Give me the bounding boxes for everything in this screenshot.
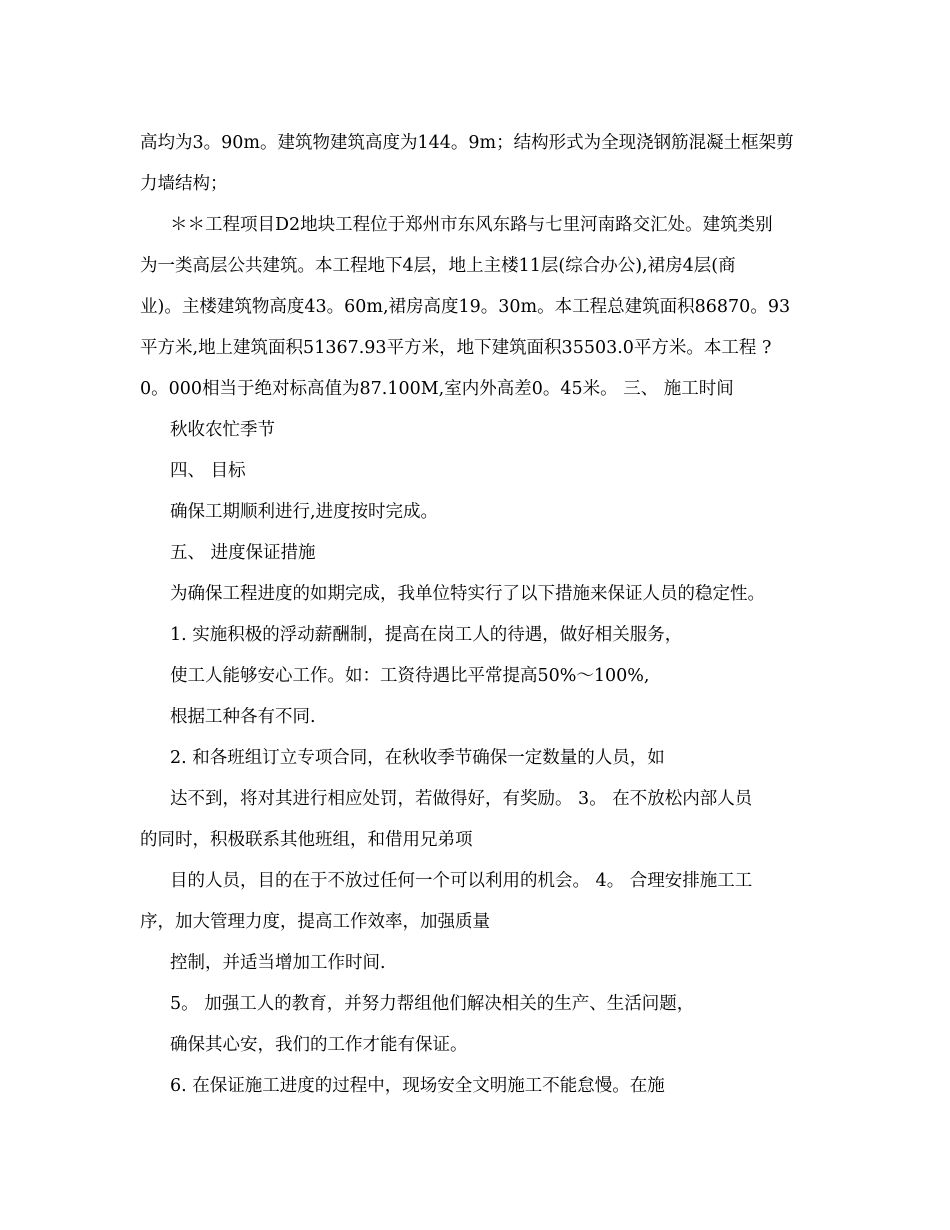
- text-line: 确保工期顺利进行,进度按时完成。: [170, 502, 439, 522]
- section-heading: 四、 目标: [170, 461, 246, 481]
- list-item: 2. 和各班组订立专项合同，在秋收季节确保一定数量的人员，如: [170, 748, 665, 768]
- text-line: 为一类高层公共建筑。本工程地下4层，地上主楼11层(综合办公),裙房4层(商: [140, 256, 736, 276]
- text-line: 根据工种各有不同.: [170, 707, 316, 727]
- text-line: 确保其心安，我们的工作才能有保证。: [170, 1035, 468, 1055]
- text-line: 力墙结构；: [140, 174, 228, 194]
- list-item: 1. 实施积极的浮动薪酬制，提高在岗工人的待遇，做好相关服务，: [170, 625, 683, 645]
- text-line: 目的人员，目的在于不放过任何一个可以利用的机会。 4。 合理安排施工工: [170, 871, 753, 891]
- section-heading: 五、 进度保证措施: [170, 543, 316, 563]
- list-item: 5。 加强工人的教育，并努力帮组他们解决相关的生产、生活问题，: [170, 994, 695, 1014]
- text-line: 达不到，将对其进行相应处罚，若做得好，有奖励。 3。 在不放松内部人员: [170, 789, 753, 809]
- text-line: 序，加大管理力度，提高工作效率，加强质量: [140, 912, 490, 932]
- text-line: 高均为3。90m。建筑物建筑高度为144。9m；结构形式为全现浇钢筋混凝土框架剪: [140, 133, 794, 153]
- text-line: ＊＊工程项目D2地块工程位于郑州市东风东路与七里河南路交汇处。建筑类别: [170, 215, 773, 235]
- text-line: 控制，并适当增加工作时间.: [170, 953, 386, 973]
- list-item: 6. 在保证施工进度的过程中，现场安全文明施工不能怠慢。在施: [170, 1076, 665, 1096]
- text-line: 业)。主楼建筑物高度43。60m,裙房高度19。30m。本工程总建筑面积86870。93: [140, 297, 791, 317]
- text-line: 平方米,地上建筑面积51367.93平方米，地下建筑面积35503.0平方米。本工程 ?: [140, 338, 772, 358]
- text-line: 使工人能够安心工作。如：工资待遇比平常提高50%～100%,: [170, 666, 650, 686]
- text-line: 为确保工程进度的如期完成，我单位特实行了以下措施来保证人员的稳定性。: [170, 584, 765, 604]
- text-line: 0。000相当于绝对标高值为87.100M,室内外高差0。45米。 三、 施工时间: [140, 379, 734, 399]
- text-line: 的同时，积极联系其他班组，和借用兄弟项: [140, 830, 473, 850]
- text-line: 秋收农忙季节: [170, 420, 275, 440]
